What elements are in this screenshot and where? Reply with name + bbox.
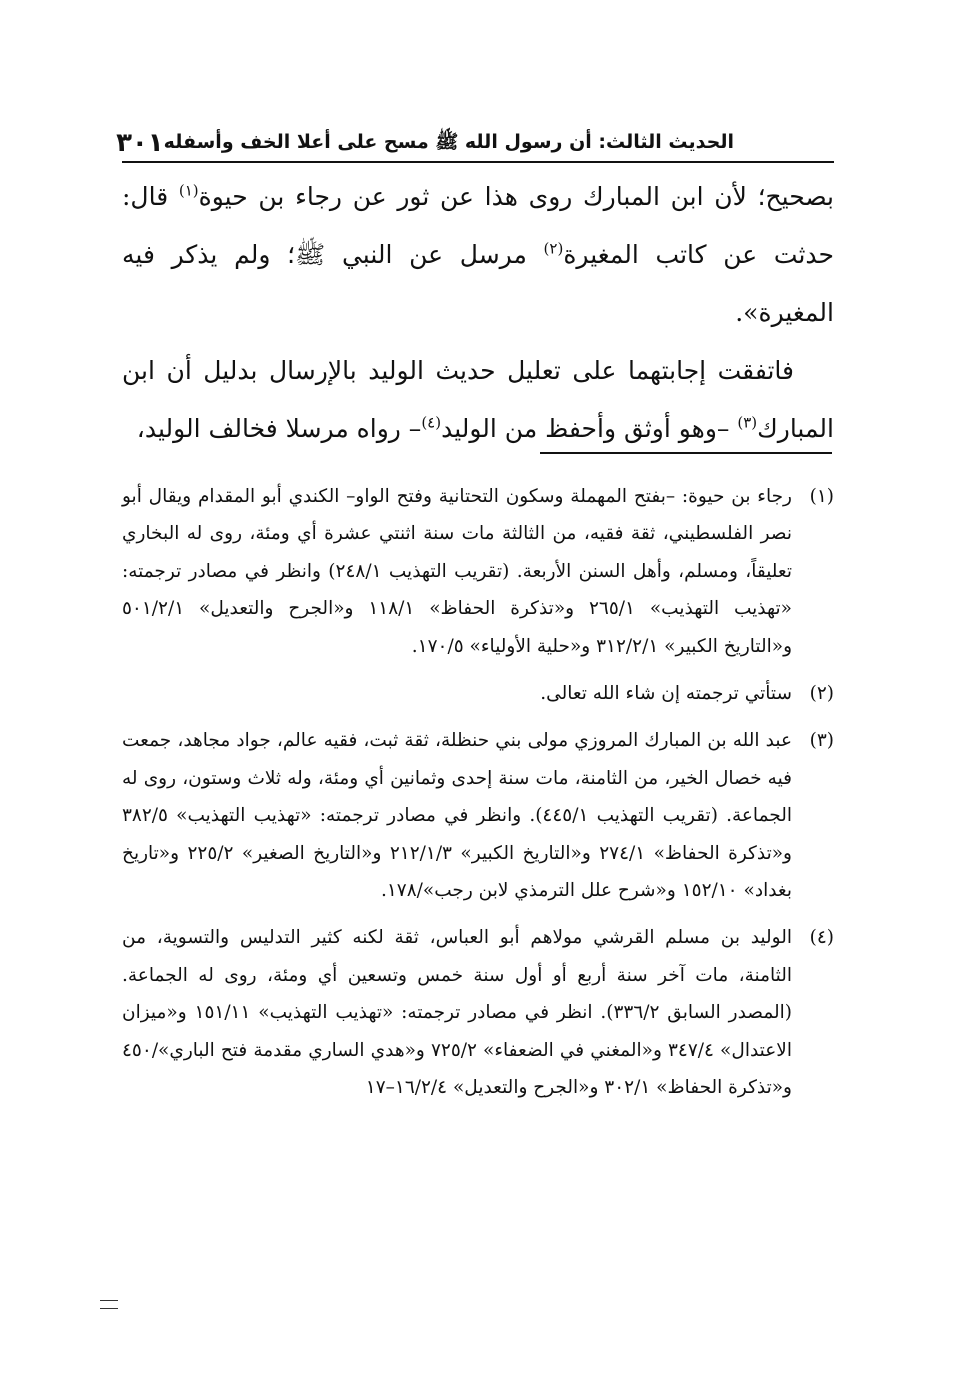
main-text-segment: فاتفقت إجابتهما على تعليل حديث الوليد بالإرسال بدليل أن ابن المبارك [122,356,834,443]
main-text-segment: بصحيح؛ لأن ابن المبارك روى هذا عن ثور عن رجاء بن حيوة [198,182,834,211]
footnotes [122,478,834,1117]
footnote-1 [122,478,834,665]
footnote-text: عبد الله بن المبارك المروزي مولى بني حنظلة، ثقة ثبت، فقيه عالم، جواد مجاهد، جمعت فيه خصال الخير، من الثامنة، مات سنة إحدى وثمانين أي ومئة، وله ثلاث وستون، روى له الجماعة. (تقريب التهذيب ٤٤٥/١). وانظر في مصادر ترجمته: «تهذيب التهذيب» ٣٨٢/٥ و«تذكرة الحفاظ» ٢٧٤/١ و«التاريخ الكبير» ٢١٢/١/٣ و«التاريخ الصغير» ٢٢٥/٢ و«تاريخ بغداد» ١٥٢/١٠ و«شرح علل الترمذي لابن رجب»/١٧٨. [122,730,792,902]
footnote-2 [122,675,834,712]
footnote-3 [122,722,834,909]
footnote-text: رجاء بن حيوة: –بفتح المهملة وسكون التحتانية وفتح الواو– الكندي أبو المقدام ويقال أبو نصر الفلسطيني، ثقة فقيه، من الثالثة مات سنة اثنتي عشرة أي ومئة، روى له البخاري تعليقاً، ومسلم، وأهل السنن الأربعة. (تقريب التهذيب ٢٤٨/١) وانظر في مصادر ترجمته: «تهذيب التهذيب» ٢٦٥/١ و«تذكرة الحفاظ» ١١٨/١ و«الجرح والتعديل» ٥٠١/٢/١ و«التاريخ الكبير» ٣١٢/٢/١ و«حلية الأولياء» ١٧٠/٥. [122,486,793,657]
footnote-number: (٢) [809,683,834,705]
footnote-divider [540,452,832,454]
main-text [122,168,834,458]
scan-mark [100,1300,118,1309]
running-title: الحديث الثالث: أن رسول الله ﷺ مسح على أعلا الخف وأسفله [163,131,734,153]
footnote-ref-1[interactable]: (١) [178,181,199,200]
main-paragraph-2 [122,342,834,458]
footnote-ref-4[interactable]: (٤) [421,413,442,432]
page-number: ٣٠١ [116,128,164,158]
main-text-segment: قال: حدثت عن كاتب المغيرة [122,182,834,269]
header-divider [122,161,834,163]
footnote-ref-2[interactable]: (٢) [543,239,564,258]
footnote-text: الوليد بن مسلم القرشي مولاهم أبو العباس، ثقة لكنه كثير التدليس والتسوية، من الثامنة، مات آخر سنة أربع أو أول سنة خمس وتسعين أي ومئة، روى له الجماعة. (المصدر السابق ٣٣٦/٢). انظر في مصادر ترجمته: «تهذيب التهذيب» ١٥١/١١ و«ميزان الاعتدال» ٣٤٧/٤ و«المغني في الضعفاء» ٧٢٥/٢ و«هدي الساري مقدمة فتح الباري»/٤٥٠ و«تذكرة الحفاظ» ٣٠٢/١ و«الجرح والتعديل» ١٦/٢/٤–١٧ [122,927,793,1099]
footnote-4 [122,919,834,1106]
footnote-text: ستأتي ترجمته إن شاء الله تعالى. [540,683,792,705]
main-text-segment: مرسل عن النبي ﷺ؛ ولم يذكر فيه المغيرة». [122,240,834,327]
footnote-number: (١) [809,486,834,507]
footnote-ref-3[interactable]: (٣) [737,413,758,432]
main-text-segment: – رواه مرسلا فخالف الوليد، [136,414,422,443]
main-text-segment: –وهو أوثق وأحفظ من الوليد [441,414,738,443]
main-paragraph-1 [122,168,834,342]
footnote-number: (٣) [809,730,834,752]
footnote-number: (٤) [809,927,834,949]
running-head [116,118,734,158]
